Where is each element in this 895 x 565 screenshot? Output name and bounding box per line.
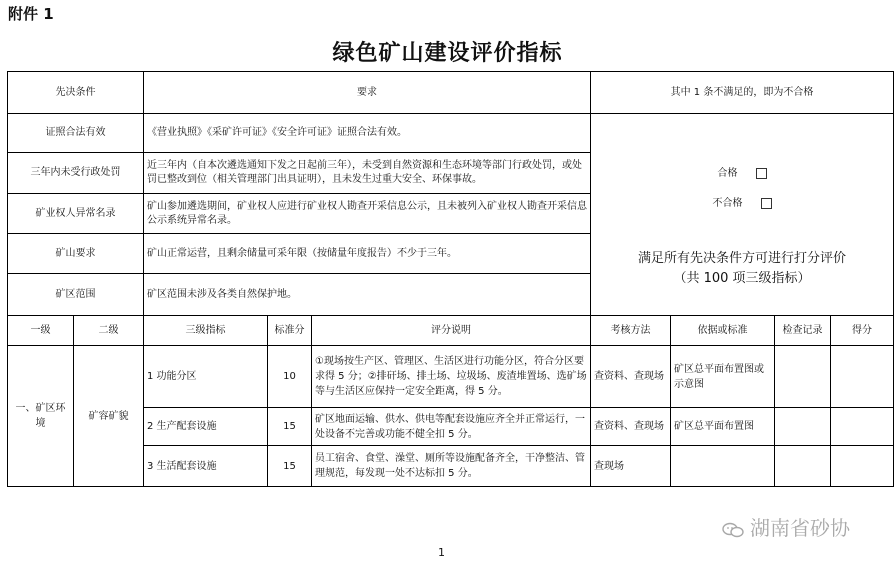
level2-cell: 矿容矿貌 [74,346,144,487]
verdict-rule-line2: （共 100 项三级指标） [673,271,811,286]
basis-cell: 矿区总平面布置图 [671,408,775,446]
condition-cell: 三年内未受行政处罚 [8,153,144,194]
description-cell: 矿区地面运输、供水、供电等配套设施应齐全并正常运行，一处设备不完善或功能不健全扣 5 分。 [312,408,591,446]
score-cell: 15 [268,408,312,446]
verdict-pass [594,167,890,181]
description-cell: 员工宿舍、食堂、澡堂、厕所等设施配备齐全，干净整洁、管理规范，每发现一处不达标扣 5 分。 [312,446,591,487]
pass-checkbox[interactable] [756,168,767,179]
header-condition: 先决条件 [8,72,144,114]
description-cell: ①现场按生产区、管理区、生活区进行功能分区，符合分区要求得 5 分；②排矸场、排土场、垃圾场、废渣堆置场、选矿场等与生活区应保持一定安全距离，得 5 分。 [312,346,591,408]
header-level2: 二级 [74,316,144,346]
header-result: 得分 [831,316,894,346]
fail-label: 不合格 [712,198,743,209]
method-cell: 查资料、查现场 [591,346,671,408]
condition-cell: 证照合法有效 [8,114,144,153]
header-standard-score: 标准分 [268,316,312,346]
header-basis: 依据或标准 [671,316,775,346]
result-cell[interactable] [831,408,894,446]
record-cell[interactable] [775,408,831,446]
requirement-cell: 矿区范围未涉及各类自然保护地。 [144,274,591,316]
watermark-text: 湖南省砂协 [750,516,850,540]
header-requirement: 要求 [144,72,591,114]
score-cell: 15 [268,446,312,487]
scoring-table [7,315,894,487]
result-cell[interactable] [831,446,894,487]
page-number: 1 [438,546,445,559]
fail-checkbox[interactable] [761,198,772,209]
table-row [8,346,894,408]
method-cell: 查资料、查现场 [591,408,671,446]
verdict-rule-line1: 满足所有先决条件方可进行打分评价 [637,251,846,266]
verdict-cell [591,114,894,316]
requirement-cell: 矿山参加遴选期间，矿业权人应进行矿业权人勘查开采信息公示，且未被列入矿业权人勘查开采信息公示系统异常名录。 [144,194,591,234]
document-title: 绿色矿山建设评价指标 [332,41,563,66]
header-description: 评分说明 [312,316,591,346]
record-cell[interactable] [775,446,831,487]
condition-cell: 矿业权人异常名录 [8,194,144,234]
indicator-cell: 1 功能分区 [144,346,268,408]
header-method: 考核方法 [591,316,671,346]
header-record: 检查记录 [775,316,831,346]
requirement-cell: 矿山正常运营，且剩余储量可采年限（按储量年度报告）不少于三年。 [144,234,591,274]
basis-cell [671,446,775,487]
pass-label: 合格 [717,168,738,179]
requirement-cell: 《营业执照》《采矿许可证》《安全许可证》证照合法有效。 [144,114,591,153]
attachment-label: 附件 1 [8,5,54,23]
indicator-cell: 3 生活配套设施 [144,446,268,487]
indicator-cell: 2 生产配套设施 [144,408,268,446]
header-verdict: 其中 1 条不满足的，即为不合格 [591,72,894,114]
header-level3: 三级指标 [144,316,268,346]
prerequisite-table [7,71,894,316]
verdict-fail [594,197,890,211]
method-cell: 查现场 [591,446,671,487]
basis-cell: 矿区总平面布置图或示意图 [671,346,775,408]
score-cell: 10 [268,346,312,408]
wechat-icon [722,522,744,538]
result-cell[interactable] [831,346,894,408]
record-cell[interactable] [775,346,831,408]
watermark [722,512,850,541]
requirement-cell: 近三年内（自本次遴选通知下发之日起前三年），未受到自然资源和生态环境等部门行政处罚，或处罚已整改到位（相关管理部门出具证明），且未发生过重大安全、环保事故。 [144,153,591,194]
level1-cell: 一、矿区环境 [8,346,74,487]
condition-cell: 矿区范围 [8,274,144,316]
condition-cell: 矿山要求 [8,234,144,274]
header-level1: 一级 [8,316,74,346]
verdict-rule [594,249,890,289]
